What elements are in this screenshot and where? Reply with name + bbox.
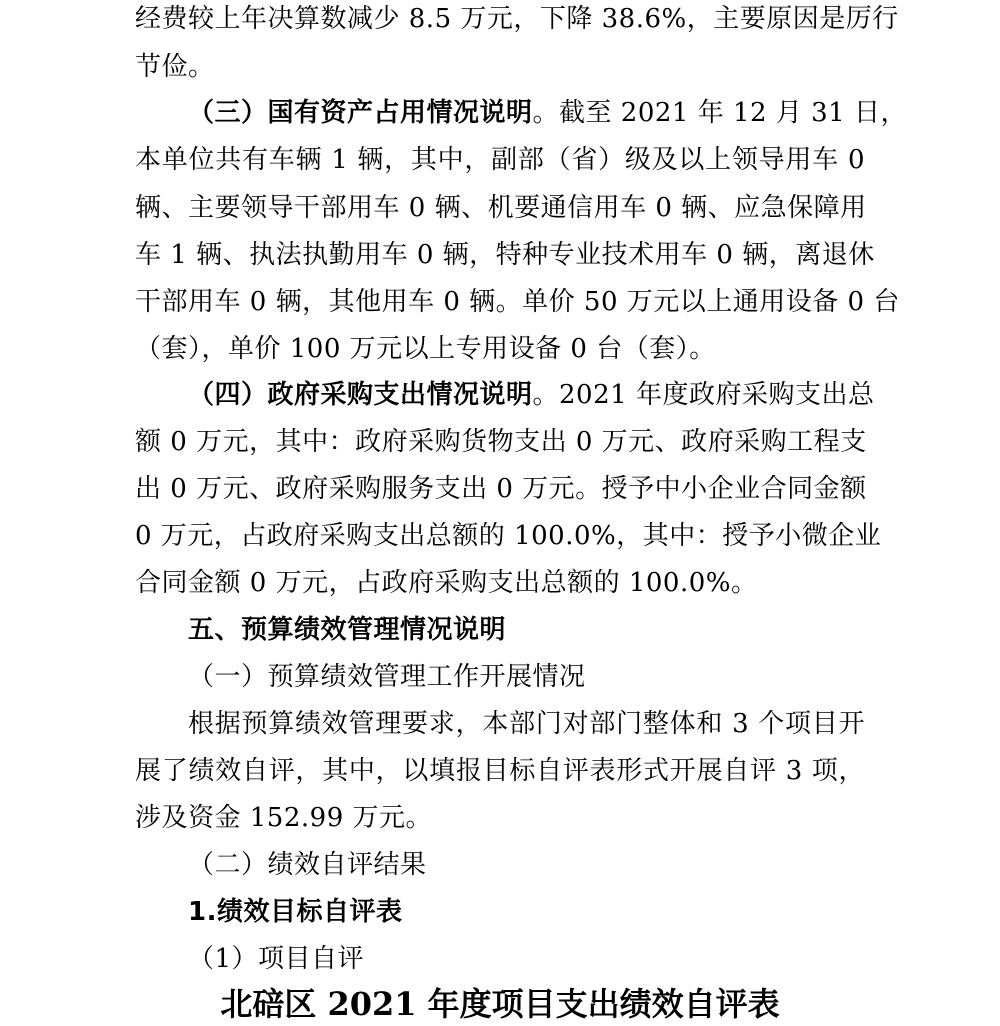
paragraph-line: （套），单价 100 万元以上专用设备 0 台（套）。 bbox=[135, 334, 716, 364]
paragraph-line: 经费较上年决算数减少 8.5 万元，下降 38.6%，主要原因是厉行 bbox=[135, 4, 899, 34]
section-4-heading: （四）政府采购支出情况说明 bbox=[188, 380, 533, 410]
table-title: 北碚区 2021 年度项目支出绩效自评表 bbox=[220, 985, 780, 1023]
paragraph-line: 涉及资金 152.99 万元。 bbox=[135, 803, 433, 833]
subsection-1-heading: （一）预算绩效管理工作开展情况 bbox=[188, 662, 586, 692]
paragraph-line: 展了绩效自评，其中，以填报目标自评表形式开展自评 3 项， bbox=[135, 756, 865, 786]
paragraph-line: 节俭。 bbox=[135, 52, 215, 82]
item-1-heading: 1.绩效目标自评表 bbox=[188, 897, 403, 927]
paragraph-line: 额 0 万元，其中：政府采购货物支出 0 万元、政府采购工程支 bbox=[135, 427, 867, 457]
subsection-2-heading: （二）绩效自评结果 bbox=[188, 850, 427, 880]
paragraph-line: 出 0 万元、政府采购服务支出 0 万元。授予中小企业合同金额 bbox=[135, 474, 867, 504]
section-4-first-line bbox=[188, 380, 875, 410]
section-3-heading: （三）国有资产占用情况说明 bbox=[188, 98, 533, 128]
paragraph-line: 合同金额 0 万元，占政府采购支出总额的 100.0%。 bbox=[135, 568, 758, 598]
paragraph-line: 0 万元，占政府采购支出总额的 100.0%，其中：授予小微企业 bbox=[135, 521, 882, 551]
section-3-first-text: 。截至 2021 年 12 月 31 日， bbox=[532, 98, 907, 128]
paragraph-line: 根据预算绩效管理要求，本部门对部门整体和 3 个项目开 bbox=[188, 709, 865, 739]
paragraph-line: 干部用车 0 辆，其他用车 0 辆。单价 50 万元以上通用设备 0 台 bbox=[135, 287, 900, 317]
paragraph-line: 辆、主要领导干部用车 0 辆、机要通信用车 0 辆、应急保障用 bbox=[135, 193, 867, 223]
paragraph-line: 本单位共有车辆 1 辆，其中，副部（省）级及以上领导用车 0 bbox=[135, 145, 865, 175]
section-4-first-text: 。2021 年度政府采购支出总 bbox=[532, 380, 875, 410]
section-3-first-line bbox=[188, 98, 907, 128]
paragraph-line: 车 1 辆、执法执勤用车 0 辆，特种专业技术用车 0 辆，离退休 bbox=[135, 240, 875, 270]
section-5-heading: 五、预算绩效管理情况说明 bbox=[188, 615, 507, 645]
item-1-1-heading: （1）项目自评 bbox=[188, 944, 365, 974]
